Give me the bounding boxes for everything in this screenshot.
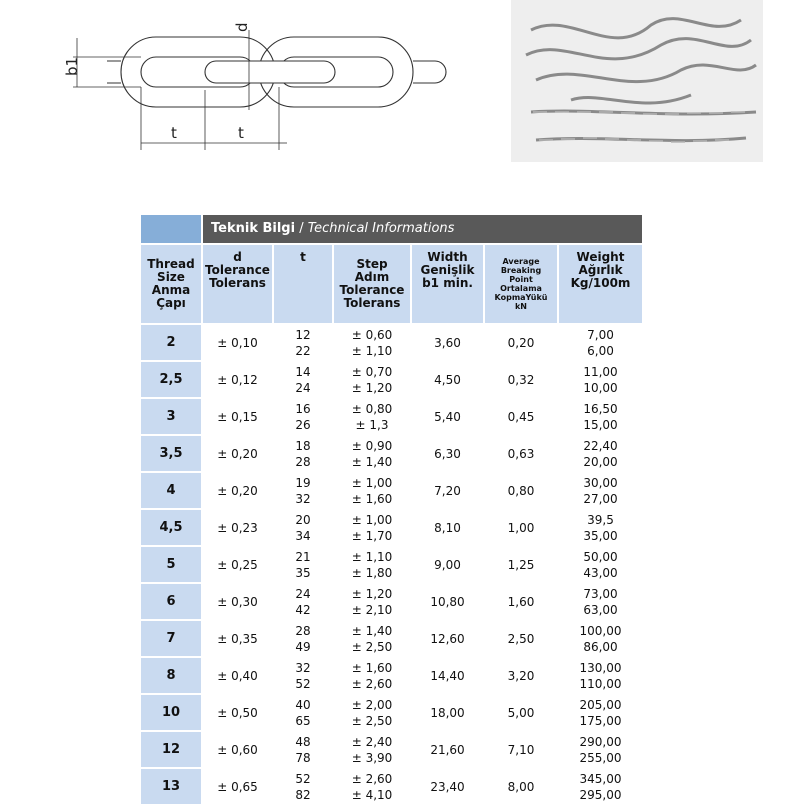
cell-weight-value: 27,00 bbox=[583, 491, 618, 506]
cell-size-value: 4,5 bbox=[159, 519, 183, 535]
title-italic: Technical Informations bbox=[307, 221, 455, 236]
cell-weight-value: 63,00 bbox=[583, 602, 618, 617]
cell-weight bbox=[558, 398, 643, 435]
cell-d-tolerance bbox=[202, 361, 273, 398]
cell-t-value: 22 bbox=[295, 343, 311, 358]
cell-step-tolerance-value: ± 2,60 bbox=[351, 771, 393, 786]
cell-breaking-load-value: 0,80 bbox=[507, 483, 535, 498]
cell-step-tolerance-value: ± 1,20 bbox=[351, 380, 393, 395]
cell-weight-value: 50,00 bbox=[583, 549, 618, 564]
cell-t-value: 12 bbox=[295, 327, 311, 342]
cell-width-value: 3,60 bbox=[434, 335, 461, 350]
cell-weight bbox=[558, 472, 643, 509]
cell-step-tolerance-value: ± 0,90 bbox=[351, 438, 393, 453]
header-size: Thread Size Anma Çapı bbox=[141, 244, 202, 324]
cell-size-value: 6 bbox=[166, 593, 176, 609]
cell-t-value: 28 bbox=[295, 623, 311, 638]
link-middle bbox=[205, 61, 335, 83]
cell-d-tolerance bbox=[202, 509, 273, 546]
table-row bbox=[141, 583, 643, 620]
title-separator: / bbox=[295, 221, 308, 236]
cell-t bbox=[273, 324, 333, 361]
cell-breaking-load bbox=[484, 768, 558, 805]
cell-t-value: 16 bbox=[295, 401, 311, 416]
cell-t-value: 34 bbox=[295, 528, 311, 543]
title-blue-cell bbox=[141, 215, 202, 244]
cell-step-tolerance-value: ± 0,80 bbox=[351, 401, 393, 416]
cell-breaking-load-value: 1,60 bbox=[507, 594, 535, 609]
cell-step-tolerance-value: ± 3,90 bbox=[351, 750, 393, 765]
cell-d-tolerance bbox=[202, 620, 273, 657]
cell-t-value: 52 bbox=[295, 676, 311, 691]
cell-step-tolerance bbox=[333, 546, 411, 583]
cell-step-tolerance-value: ± 1,80 bbox=[351, 565, 393, 580]
cell-breaking-load-value: 1,00 bbox=[507, 520, 535, 535]
cell-t bbox=[273, 472, 333, 509]
cell-t bbox=[273, 546, 333, 583]
cell-weight-value: 16,50 bbox=[583, 401, 618, 416]
cell-weight-value: 205,00 bbox=[579, 697, 622, 712]
cell-d-tolerance-value: ± 0,40 bbox=[217, 668, 258, 683]
table-row bbox=[141, 509, 643, 546]
cell-weight-value: 255,00 bbox=[579, 750, 622, 765]
cell-breaking-load bbox=[484, 620, 558, 657]
cell-t-value: 18 bbox=[295, 438, 311, 453]
cell-d-tolerance bbox=[202, 546, 273, 583]
cell-size-value: 4 bbox=[166, 482, 176, 498]
cell-breaking-load-value: 5,00 bbox=[507, 705, 535, 720]
cell-weight-value: 20,00 bbox=[583, 454, 618, 469]
cell-size bbox=[141, 694, 202, 731]
cell-step-tolerance bbox=[333, 583, 411, 620]
cell-width bbox=[411, 694, 484, 731]
cell-weight bbox=[558, 324, 643, 361]
cell-step-tolerance-value: ± 2,00 bbox=[351, 697, 393, 712]
cell-t bbox=[273, 731, 333, 768]
cell-weight-value: 345,00 bbox=[579, 771, 622, 786]
cell-step-tolerance-value: ± 1,60 bbox=[351, 491, 393, 506]
cell-weight bbox=[558, 620, 643, 657]
cell-weight-value: 22,40 bbox=[583, 438, 618, 453]
cell-size-value: 12 bbox=[161, 741, 181, 757]
cell-width bbox=[411, 731, 484, 768]
cell-size-value: 2 bbox=[166, 334, 176, 350]
cell-t-value: 78 bbox=[295, 750, 311, 765]
cell-breaking-load-value: 3,20 bbox=[507, 668, 535, 683]
cell-t-value: 28 bbox=[295, 454, 311, 469]
cell-t-value: 35 bbox=[295, 565, 311, 580]
cell-breaking-load-value: 0,20 bbox=[507, 335, 535, 350]
cell-breaking-load bbox=[484, 509, 558, 546]
cell-size bbox=[141, 398, 202, 435]
table-row bbox=[141, 472, 643, 509]
cell-step-tolerance-value: ± 1,70 bbox=[351, 528, 393, 543]
label-t-right: t bbox=[238, 124, 244, 142]
cell-d-tolerance bbox=[202, 435, 273, 472]
cell-width bbox=[411, 324, 484, 361]
cell-t-value: 48 bbox=[295, 734, 311, 749]
table-row bbox=[141, 324, 643, 361]
cell-breaking-load bbox=[484, 472, 558, 509]
cell-size bbox=[141, 435, 202, 472]
cell-breaking-load bbox=[484, 361, 558, 398]
cell-breaking-load-value: 8,00 bbox=[507, 779, 535, 794]
header-width: Width Genişlik b1 min. bbox=[411, 244, 484, 324]
cell-breaking-load bbox=[484, 657, 558, 694]
cell-breaking-load bbox=[484, 324, 558, 361]
cell-size bbox=[141, 361, 202, 398]
cell-d-tolerance-value: ± 0,30 bbox=[217, 594, 258, 609]
cell-width-value: 21,60 bbox=[430, 742, 465, 757]
cell-size bbox=[141, 509, 202, 546]
cell-weight-value: 15,00 bbox=[583, 417, 618, 432]
cell-step-tolerance bbox=[333, 509, 411, 546]
cell-size-value: 2,5 bbox=[159, 371, 183, 387]
cell-step-tolerance bbox=[333, 324, 411, 361]
cell-size-value: 8 bbox=[166, 667, 176, 683]
table-row bbox=[141, 398, 643, 435]
cell-width bbox=[411, 435, 484, 472]
cell-weight-value: 295,00 bbox=[579, 787, 622, 802]
cell-step-tolerance bbox=[333, 694, 411, 731]
cell-step-tolerance-value: ± 2,50 bbox=[351, 639, 393, 654]
cell-step-tolerance bbox=[333, 731, 411, 768]
table-title bbox=[202, 215, 643, 244]
cell-size-value: 10 bbox=[161, 704, 181, 720]
cell-t-value: 24 bbox=[295, 586, 311, 601]
cell-t bbox=[273, 509, 333, 546]
cell-step-tolerance bbox=[333, 657, 411, 694]
cell-t-value: 65 bbox=[295, 713, 311, 728]
cell-weight bbox=[558, 657, 643, 694]
cell-t-value: 32 bbox=[295, 660, 311, 675]
cell-weight-value: 130,00 bbox=[579, 660, 622, 675]
cell-d-tolerance bbox=[202, 324, 273, 361]
cell-breaking-load bbox=[484, 731, 558, 768]
cell-width bbox=[411, 361, 484, 398]
cell-step-tolerance-value: ± 4,10 bbox=[351, 787, 393, 802]
cell-step-tolerance-value: ± 1,20 bbox=[351, 586, 393, 601]
cell-width-value: 18,00 bbox=[430, 705, 465, 720]
cell-weight bbox=[558, 361, 643, 398]
cell-width bbox=[411, 546, 484, 583]
cell-d-tolerance-value: ± 0,10 bbox=[217, 335, 258, 350]
cell-width-value: 23,40 bbox=[430, 779, 465, 794]
cell-breaking-load-value: 1,25 bbox=[507, 557, 535, 572]
cell-t bbox=[273, 583, 333, 620]
cell-weight-value: 39,5 bbox=[587, 512, 614, 527]
cell-t bbox=[273, 620, 333, 657]
chain-link-diagram bbox=[55, 10, 475, 175]
title-bold: Teknik Bilgi bbox=[211, 221, 296, 236]
cell-breaking-load-value: 2,50 bbox=[507, 631, 535, 646]
cell-t-value: 42 bbox=[295, 602, 311, 617]
cell-step-tolerance bbox=[333, 768, 411, 805]
cell-size bbox=[141, 657, 202, 694]
cell-step-tolerance-value: ± 1,00 bbox=[351, 475, 393, 490]
cell-d-tolerance-value: ± 0,50 bbox=[217, 705, 258, 720]
cell-d-tolerance bbox=[202, 731, 273, 768]
cell-size-value: 5 bbox=[166, 556, 176, 572]
cell-step-tolerance-value: ± 0,60 bbox=[351, 327, 393, 342]
cell-width-value: 7,20 bbox=[434, 483, 461, 498]
cell-weight-value: 11,00 bbox=[583, 364, 618, 379]
cell-size bbox=[141, 472, 202, 509]
cell-t-value: 19 bbox=[295, 475, 311, 490]
cell-breaking-load bbox=[484, 435, 558, 472]
cell-weight-value: 30,00 bbox=[583, 475, 618, 490]
cell-width bbox=[411, 620, 484, 657]
cell-weight-value: 6,00 bbox=[587, 343, 614, 358]
cell-t-value: 14 bbox=[295, 364, 311, 379]
cell-breaking-load-value: 0,32 bbox=[507, 372, 535, 387]
cell-size bbox=[141, 768, 202, 805]
cell-t bbox=[273, 768, 333, 805]
cell-d-tolerance bbox=[202, 398, 273, 435]
cell-d-tolerance-value: ± 0,20 bbox=[217, 446, 258, 461]
cell-d-tolerance bbox=[202, 657, 273, 694]
cell-width bbox=[411, 472, 484, 509]
technical-table bbox=[141, 215, 644, 806]
cell-size-value: 3 bbox=[166, 408, 176, 424]
cell-d-tolerance-value: ± 0,35 bbox=[217, 631, 258, 646]
cell-step-tolerance bbox=[333, 361, 411, 398]
label-d: d bbox=[233, 22, 251, 32]
cell-weight-value: 43,00 bbox=[583, 565, 618, 580]
cell-width bbox=[411, 657, 484, 694]
cell-width-value: 10,80 bbox=[430, 594, 465, 609]
cell-width bbox=[411, 398, 484, 435]
cell-width-value: 12,60 bbox=[430, 631, 465, 646]
cell-d-tolerance bbox=[202, 583, 273, 620]
cell-width-value: 6,30 bbox=[434, 446, 461, 461]
cell-weight bbox=[558, 583, 643, 620]
cell-d-tolerance-value: ± 0,65 bbox=[217, 779, 258, 794]
cell-step-tolerance-value: ± 2,60 bbox=[351, 676, 393, 691]
cell-d-tolerance-value: ± 0,60 bbox=[217, 742, 258, 757]
cell-step-tolerance-value: ± 1,10 bbox=[351, 549, 393, 564]
cell-weight-value: 35,00 bbox=[583, 528, 618, 543]
cell-size bbox=[141, 731, 202, 768]
cell-breaking-load bbox=[484, 583, 558, 620]
cell-size bbox=[141, 324, 202, 361]
cell-step-tolerance bbox=[333, 435, 411, 472]
cell-d-tolerance bbox=[202, 472, 273, 509]
cell-weight-value: 7,00 bbox=[587, 327, 614, 342]
cell-t-value: 20 bbox=[295, 512, 311, 527]
table-row bbox=[141, 546, 643, 583]
cell-t-value: 32 bbox=[295, 491, 311, 506]
cell-weight bbox=[558, 546, 643, 583]
cell-t-value: 40 bbox=[295, 697, 311, 712]
cell-width bbox=[411, 768, 484, 805]
cell-step-tolerance bbox=[333, 620, 411, 657]
cell-weight-value: 10,00 bbox=[583, 380, 618, 395]
table-row bbox=[141, 694, 643, 731]
table-header-row bbox=[141, 244, 643, 324]
cell-t bbox=[273, 657, 333, 694]
cell-step-tolerance-value: ± 1,40 bbox=[351, 623, 393, 638]
link-end-right bbox=[413, 61, 446, 83]
cell-t-value: 24 bbox=[295, 380, 311, 395]
cell-size-value: 3,5 bbox=[159, 445, 183, 461]
table-row bbox=[141, 768, 643, 805]
cell-size-value: 13 bbox=[161, 778, 181, 794]
cell-weight-value: 86,00 bbox=[583, 639, 618, 654]
cell-step-tolerance-value: ± 1,40 bbox=[351, 454, 393, 469]
cell-size bbox=[141, 620, 202, 657]
cell-step-tolerance bbox=[333, 472, 411, 509]
cell-t bbox=[273, 398, 333, 435]
cell-d-tolerance-value: ± 0,12 bbox=[217, 372, 258, 387]
cell-step-tolerance-value: ± 2,10 bbox=[351, 602, 393, 617]
cell-breaking-load bbox=[484, 398, 558, 435]
cell-width-value: 14,40 bbox=[430, 668, 465, 683]
cell-weight-value: 290,00 bbox=[579, 734, 622, 749]
cell-size-value: 7 bbox=[166, 630, 176, 646]
cell-weight bbox=[558, 435, 643, 472]
cell-weight bbox=[558, 694, 643, 731]
cell-size bbox=[141, 583, 202, 620]
cell-t-value: 49 bbox=[295, 639, 311, 654]
chain-photo-image bbox=[511, 0, 763, 162]
cell-step-tolerance-value: ± 2,50 bbox=[351, 713, 393, 728]
cell-weight-value: 110,00 bbox=[579, 676, 622, 691]
table-row bbox=[141, 361, 643, 398]
cell-breaking-load-value: 7,10 bbox=[507, 742, 535, 757]
cell-step-tolerance-value: ± 1,00 bbox=[351, 512, 393, 527]
cell-d-tolerance-value: ± 0,20 bbox=[217, 483, 258, 498]
cell-width-value: 5,40 bbox=[434, 409, 461, 424]
cell-step-tolerance-value: ± 1,60 bbox=[351, 660, 393, 675]
table-row bbox=[141, 620, 643, 657]
header-step: Step Adım Tolerance Tolerans bbox=[333, 244, 411, 324]
cell-weight-value: 73,00 bbox=[583, 586, 618, 601]
label-t-left: t bbox=[171, 124, 177, 142]
cell-weight bbox=[558, 509, 643, 546]
table-row bbox=[141, 657, 643, 694]
cell-step-tolerance-value: ± 0,70 bbox=[351, 364, 393, 379]
cell-width bbox=[411, 583, 484, 620]
header-weight: Weight Ağırlık Kg/100m bbox=[558, 244, 643, 324]
table-body bbox=[141, 324, 643, 805]
cell-t-value: 21 bbox=[295, 549, 311, 564]
cell-t bbox=[273, 361, 333, 398]
cell-step-tolerance-value: ± 1,3 bbox=[355, 417, 389, 432]
header-d: d Tolerance Tolerans bbox=[202, 244, 273, 324]
cell-t-value: 52 bbox=[295, 771, 311, 786]
table-title-row bbox=[141, 215, 643, 244]
header-t: t bbox=[273, 244, 333, 324]
cell-d-tolerance-value: ± 0,23 bbox=[217, 520, 258, 535]
cell-breaking-load-value: 0,63 bbox=[507, 446, 535, 461]
cell-width-value: 9,00 bbox=[434, 557, 461, 572]
cell-weight bbox=[558, 731, 643, 768]
cell-weight bbox=[558, 768, 643, 805]
cell-width-value: 4,50 bbox=[434, 372, 461, 387]
technical-table-wrapper bbox=[141, 215, 643, 806]
cell-d-tolerance-value: ± 0,25 bbox=[217, 557, 258, 572]
cell-t bbox=[273, 694, 333, 731]
cell-breaking-load bbox=[484, 546, 558, 583]
cell-breaking-load bbox=[484, 694, 558, 731]
cell-size bbox=[141, 546, 202, 583]
cell-width-value: 8,10 bbox=[434, 520, 461, 535]
cell-t bbox=[273, 435, 333, 472]
cell-weight-value: 100,00 bbox=[579, 623, 622, 638]
cell-breaking-load-value: 0,45 bbox=[507, 409, 535, 424]
cell-step-tolerance bbox=[333, 398, 411, 435]
cell-width bbox=[411, 509, 484, 546]
cell-step-tolerance-value: ± 1,10 bbox=[351, 343, 393, 358]
cell-d-tolerance bbox=[202, 694, 273, 731]
cell-d-tolerance-value: ± 0,15 bbox=[217, 409, 258, 424]
header-breaking: Average Breaking Point Ortalama KopmaYükü kN bbox=[484, 244, 558, 324]
cell-t-value: 82 bbox=[295, 787, 311, 802]
label-b1: b1 bbox=[63, 56, 81, 76]
cell-weight-value: 175,00 bbox=[579, 713, 622, 728]
cell-step-tolerance-value: ± 2,40 bbox=[351, 734, 393, 749]
table-row bbox=[141, 731, 643, 768]
table-row bbox=[141, 435, 643, 472]
link-end-left bbox=[107, 61, 121, 83]
cell-t-value: 26 bbox=[295, 417, 311, 432]
cell-d-tolerance bbox=[202, 768, 273, 805]
